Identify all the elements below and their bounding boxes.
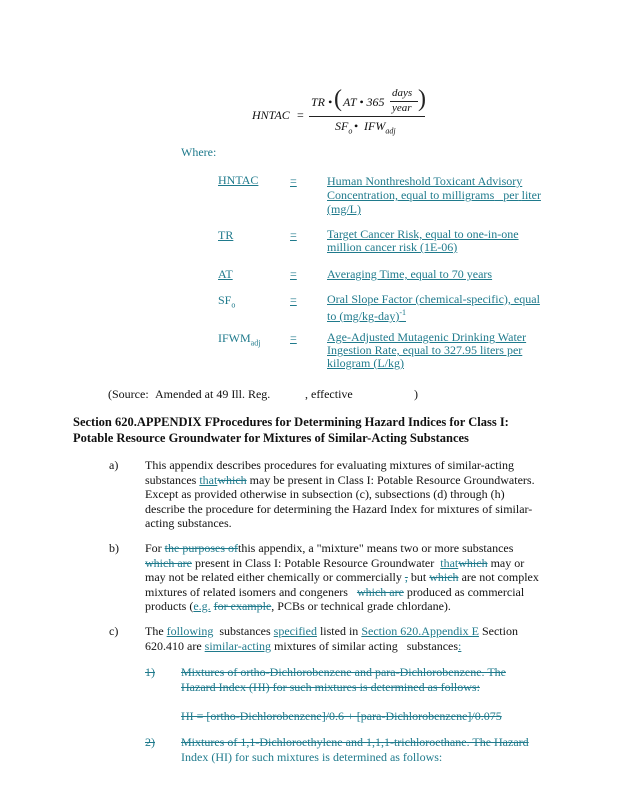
source-open: (Source: [108,387,149,401]
formula-den-ifw: $IFW_{adj}$ [364,119,396,136]
item-line: Hazard Index (HI) for such mixtures is determined as follows: [181,679,480,694]
para-line: The following substances specified listed in Section 620.Appendix E Section [145,624,518,638]
definition-line: Age-Adjusted Mutagenic Drinking Water [327,330,527,344]
definition-symbol-ifwm: $IFWM_{adj}$ [218,331,261,348]
section-heading-line: Potable Resource Groundwater for Mixtures of Similar-Acting Substances [73,431,469,445]
para-b [145,541,575,614]
formula-paren-close: ) [418,86,426,112]
para-line: substances thatwhich may be present in Class I: Potable Resource Groundwaters. [145,472,535,487]
definition-text: Averaging Time, equal to 70 years [327,267,493,281]
definition-text [327,174,567,216]
para-line: mixtures of related isomers and congeners which are produced as commercial [145,584,525,599]
para-line: For the purposes ofthis appendix, a "mixture" means two or more substances [145,541,514,555]
item-line: Mixtures of 1,1-Dichloroethylene and 1,1,1-trichloroethane. The Hazard [181,735,529,749]
para-c-label: c) [109,624,119,638]
para-line: This appendix describes procedures for evaluating mixtures of similar-acting [145,458,514,472]
item-2-number: 2) [145,735,155,749]
item-1-formula: HI = [ortho-Dichlorobenzene]/0.6 + [para-Dichlorobenzene]/0.075 [181,709,502,723]
source-effective: , effective [305,387,353,401]
para-line: acting substances. [145,516,232,530]
definition-text [327,331,526,370]
definition-line: kilogram (L/kg) [327,356,404,370]
definition-line: to $(mg/kg-day)^{-1}$ [327,308,406,323]
definition-line: (mg/L) [327,202,361,216]
definition-equals: = [290,267,297,281]
para-b-label: b) [109,541,119,555]
para-line: 620.410 are similar-acting mixtures of similar acting substances: [145,638,462,653]
definition-symbol-tr: TR [218,228,234,242]
formula-den-sf: $SF_o$ [335,119,353,136]
formula-frac-top: days [392,87,413,99]
item-line: Mixtures of ortho-Dichlorobenzene and para-Dichlorobenzene. The [181,665,506,679]
definition-equals: = [290,331,297,345]
definition-equals: = [290,174,297,188]
definition-text [327,293,540,323]
definition-line: Target Cancer Risk, equal to one-in-one [327,227,519,241]
para-line: may not be related either chemically or commercially , but which are not complex [145,570,539,584]
definition-line: Concentration, equal to milligrams per liter [327,188,541,202]
para-line: Except as provided otherwise in subsection (c), subsections (d) through (h) [145,487,505,501]
item-line: Index (HI) for such mixtures is determined as follows: [181,749,443,764]
definition-line: Ingestion Rate, equal to 327.95 liters per [327,343,523,357]
definition-line: million cancer risk (1E-06) [327,240,458,254]
where-label: Where: [181,145,217,159]
source-close: ) [414,387,418,401]
definition-text [327,228,519,254]
item-1 [181,665,581,694]
para-c [145,624,575,653]
para-line: products (e.g. for example, PCBs or technical grade chlordane). [145,599,451,613]
item-1-number: 1) [145,665,155,679]
formula-num-at: AT • 365 [343,95,385,109]
para-a-label: a) [109,458,119,472]
definition-hntac [218,174,258,187]
formula-den-dot: • [354,119,359,133]
definition-line: Oral Slope Factor (chemical-specific), equal [327,292,540,306]
definition-symbol-at: AT [218,267,233,281]
formula-equals: = [297,108,304,122]
definition-equals: = [290,228,297,242]
para-line: which are present in Class I: Potable Resource Groundwater thatwhich may or [145,555,525,570]
definition-symbol-sfo: $SF_o$ [218,293,236,310]
para-line: describe the procedure for determining the Hazard Index for mixtures of similar- [145,501,533,516]
item-2 [181,735,581,764]
formula-num-tr: TR • [311,95,333,109]
definition-equals: = [290,293,297,307]
section-heading [73,414,573,446]
source-amended: Amended at 49 Ill. Reg. [155,387,271,401]
section-heading-line: Section 620.APPENDIX FProcedures for Determining Hazard Indices for Class I: [73,415,509,429]
definition-line: Human Nonthreshold Toxicant Advisory [327,174,523,188]
formula-frac-bottom: year [392,102,412,114]
definition-symbol: HNTAC [218,173,259,187]
formula-paren-open: ( [334,86,342,112]
formula-lhs: HNTAC [252,108,290,122]
formula-main-line [309,116,425,117]
para-a [145,458,565,531]
